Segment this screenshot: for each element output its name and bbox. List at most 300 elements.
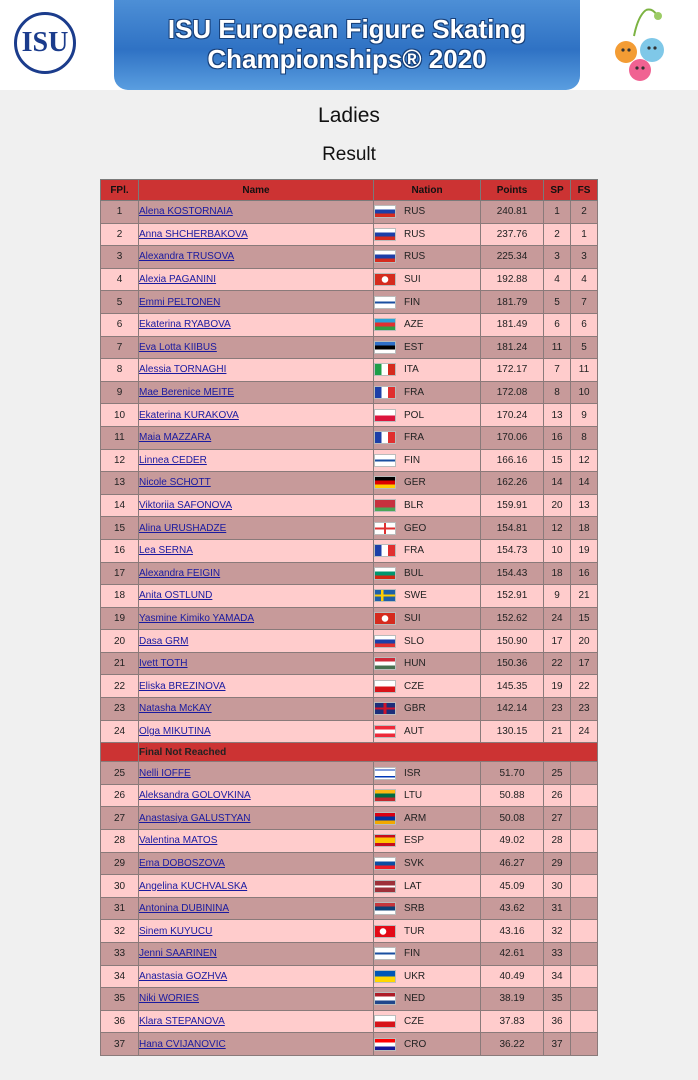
points-cell: 152.62: [481, 607, 544, 630]
table-row: [101, 720, 598, 743]
table-header-row: [101, 180, 598, 201]
name-cell: [139, 630, 374, 653]
fpl-cell: 25: [101, 762, 139, 785]
nation-code: LAT: [404, 880, 422, 892]
sp-cell: 25: [544, 762, 571, 785]
name-cell: [139, 539, 374, 562]
points-cell: 225.34: [481, 246, 544, 269]
fs-cell: 24: [571, 720, 598, 743]
points-cell: 172.08: [481, 381, 544, 404]
points-cell: 150.90: [481, 630, 544, 653]
fs-cell: 6: [571, 313, 598, 336]
flag-icon: [374, 454, 396, 467]
flag-icon: [374, 409, 396, 422]
points-cell: 145.35: [481, 675, 544, 698]
nation-cell: [374, 494, 481, 517]
flag-icon: [374, 992, 396, 1005]
fs-cell: 18: [571, 517, 598, 540]
table-row: [101, 426, 598, 449]
skater-name-link[interactable]: Viktoriia SAFONOVA: [139, 500, 232, 512]
fpl-cell: 20: [101, 630, 139, 653]
sp-cell: 31: [544, 897, 571, 920]
fs-cell: [571, 830, 598, 853]
fs-cell: 8: [571, 426, 598, 449]
sp-cell: 12: [544, 517, 571, 540]
skater-name-link[interactable]: Mae Berenice MEITE: [139, 387, 235, 399]
flag-icon: [374, 635, 396, 648]
skater-name-link[interactable]: Klara STEPANOVA: [139, 1016, 225, 1028]
skater-name-link[interactable]: Ema DOBOSZOVA: [139, 857, 225, 869]
name-cell: [139, 607, 374, 630]
flag-icon: [374, 1038, 396, 1051]
nation-cell: [374, 1010, 481, 1033]
name-cell: [139, 784, 374, 807]
sp-cell: 30: [544, 875, 571, 898]
nation-code: SWE: [404, 590, 427, 602]
skater-name-link[interactable]: Nicole SCHOTT: [139, 477, 211, 489]
fs-cell: [571, 965, 598, 988]
name-cell: [139, 675, 374, 698]
table-row: [101, 585, 598, 608]
nation-cell: [374, 517, 481, 540]
flag-icon: [374, 612, 396, 625]
skater-name-link[interactable]: Antonina DUBININA: [139, 903, 230, 915]
sp-cell: 34: [544, 965, 571, 988]
sp-cell: 19: [544, 675, 571, 698]
flag-icon: [374, 522, 396, 535]
nation-code: NED: [404, 993, 426, 1005]
points-cell: 51.70: [481, 762, 544, 785]
nation-cell: [374, 313, 481, 336]
nation-code: SLO: [404, 635, 425, 647]
nation-code: UKR: [404, 971, 426, 983]
fpl-cell: 24: [101, 720, 139, 743]
skater-name-link[interactable]: Anastasia GOZHVA: [139, 970, 228, 982]
table-row: [101, 652, 598, 675]
skater-name-link[interactable]: Eliska BREZINOVA: [139, 680, 226, 692]
fs-cell: 16: [571, 562, 598, 585]
skater-name-link[interactable]: Yasmine Kimiko YAMADA: [139, 612, 255, 624]
fpl-cell: 30: [101, 875, 139, 898]
skater-name-link[interactable]: Anna SHCHERBAKOVA: [139, 228, 248, 240]
skater-name-link[interactable]: Dasa GRM: [139, 635, 189, 647]
fs-cell: [571, 920, 598, 943]
name-cell: [139, 426, 374, 449]
col-header-fs[interactable]: FS: [571, 180, 598, 201]
points-cell: 166.16: [481, 449, 544, 472]
nation-code: SVK: [404, 858, 425, 870]
flag-icon: [374, 657, 396, 670]
nation-code: FIN: [404, 296, 421, 308]
table-row: [101, 313, 598, 336]
table-row: [101, 539, 598, 562]
table-row: [101, 201, 598, 224]
fs-cell: [571, 1033, 598, 1056]
sp-cell: 3: [544, 246, 571, 269]
fs-cell: [571, 875, 598, 898]
nation-cell: [374, 426, 481, 449]
fs-cell: 23: [571, 698, 598, 721]
sp-cell: 28: [544, 830, 571, 853]
championship-banner: [114, 0, 580, 90]
nation-code: CZE: [404, 1016, 424, 1028]
fpl-cell: 15: [101, 517, 139, 540]
table-row: [101, 675, 598, 698]
flag-icon: [374, 812, 396, 825]
flag-icon: [374, 544, 396, 557]
name-cell: [139, 381, 374, 404]
flag-icon: [374, 341, 396, 354]
flag-icon: [374, 702, 396, 715]
fpl-cell: 12: [101, 449, 139, 472]
table-row: [101, 449, 598, 472]
sp-cell: 21: [544, 720, 571, 743]
nation-cell: [374, 965, 481, 988]
skater-name-link[interactable]: Ekaterina RYABOVA: [139, 319, 231, 331]
flag-icon: [374, 476, 396, 489]
points-cell: 50.88: [481, 784, 544, 807]
table-row: [101, 517, 598, 540]
table-row: [101, 359, 598, 382]
skater-name-link[interactable]: Anita OSTLUND: [139, 590, 213, 602]
skater-name-link[interactable]: Hana CVIJANOVIC: [139, 1038, 226, 1050]
section-row-final-not-reached: [101, 743, 598, 762]
skater-name-link[interactable]: Natasha McKAY: [139, 703, 212, 715]
points-cell: 159.91: [481, 494, 544, 517]
name-cell: [139, 988, 374, 1011]
sp-cell: 15: [544, 449, 571, 472]
points-cell: 37.83: [481, 1010, 544, 1033]
nation-cell: [374, 784, 481, 807]
nation-code: ITA: [404, 364, 419, 376]
name-cell: [139, 291, 374, 314]
table-row: [101, 246, 598, 269]
sp-cell: 11: [544, 336, 571, 359]
table-row: [101, 630, 598, 653]
name-cell: [139, 943, 374, 966]
fpl-cell: 28: [101, 830, 139, 853]
fpl-cell: 29: [101, 852, 139, 875]
sp-cell: 5: [544, 291, 571, 314]
nation-code: EST: [404, 342, 424, 353]
skater-name-link[interactable]: Angelina KUCHVALSKA: [139, 880, 248, 892]
skater-name-link[interactable]: Lea SERNA: [139, 545, 193, 557]
flag-icon: [374, 318, 396, 331]
points-cell: 46.27: [481, 852, 544, 875]
points-cell: 181.79: [481, 291, 544, 314]
table-row: [101, 381, 598, 404]
name-cell: [139, 336, 374, 359]
sp-cell: 20: [544, 494, 571, 517]
table-row: [101, 965, 598, 988]
nation-cell: [374, 762, 481, 785]
banner-title-line2: Championships® 2020: [207, 44, 487, 74]
flag-icon: [374, 880, 396, 893]
sp-cell: 37: [544, 1033, 571, 1056]
col-header-nation[interactable]: Nation: [374, 180, 481, 201]
skater-name-link[interactable]: Nelli IOFFE: [139, 767, 191, 779]
nation-code: BUL: [404, 567, 424, 579]
skater-name-link[interactable]: Alessia TORNAGHI: [139, 364, 227, 376]
name-cell: [139, 517, 374, 540]
skater-name-link[interactable]: Eva Lotta KIIBUS: [139, 341, 217, 353]
fpl-cell: 35: [101, 988, 139, 1011]
skater-name-link[interactable]: Alexandra TRUSOVA: [139, 251, 235, 263]
nation-cell: [374, 268, 481, 291]
nation-cell: [374, 988, 481, 1011]
banner-title-line1: ISU European Figure Skating: [167, 14, 527, 44]
nation-code: AZE: [404, 319, 424, 331]
name-cell: [139, 359, 374, 382]
isu-logo[interactable]: [14, 12, 76, 74]
fs-cell: 5: [571, 336, 598, 359]
nation-cell: [374, 472, 481, 495]
nation-code: GBR: [404, 703, 426, 715]
nation-code: FRA: [404, 432, 424, 444]
points-cell: 130.15: [481, 720, 544, 743]
table-row: [101, 988, 598, 1011]
flag-icon: [374, 789, 396, 802]
nation-code: FIN: [404, 948, 421, 960]
points-cell: 42.61: [481, 943, 544, 966]
table-row: [101, 291, 598, 314]
skater-name-link[interactable]: Ivett TOTH: [139, 658, 188, 670]
nation-cell: [374, 920, 481, 943]
skater-name-link[interactable]: Olga MIKUTINA: [139, 725, 211, 737]
fs-cell: 7: [571, 291, 598, 314]
flag-icon: [374, 386, 396, 399]
fs-cell: [571, 852, 598, 875]
nation-cell: [374, 630, 481, 653]
name-cell: [139, 404, 374, 427]
name-cell: [139, 1010, 374, 1033]
skater-name-link[interactable]: Alexia PAGANINI: [139, 274, 217, 286]
points-cell: 154.81: [481, 517, 544, 540]
sp-cell: 24: [544, 607, 571, 630]
table-row: [101, 943, 598, 966]
nation-cell: [374, 807, 481, 830]
fs-cell: [571, 943, 598, 966]
name-cell: [139, 562, 374, 585]
sp-cell: 9: [544, 585, 571, 608]
skater-name-link[interactable]: Jenni SAARINEN: [139, 948, 217, 960]
fs-cell: 2: [571, 201, 598, 224]
category-title: Ladies: [318, 104, 380, 127]
nation-code: SUI: [404, 613, 421, 625]
name-cell: [139, 246, 374, 269]
points-cell: 38.19: [481, 988, 544, 1011]
skater-name-link[interactable]: Anastasiya GALUSTYAN: [139, 812, 251, 824]
fpl-cell: 31: [101, 897, 139, 920]
nation-code: TUR: [404, 925, 425, 937]
mascot-logo: [612, 6, 672, 84]
points-cell: 192.88: [481, 268, 544, 291]
page-header: [0, 0, 698, 90]
fpl-cell: 32: [101, 920, 139, 943]
flag-icon: [374, 363, 396, 376]
nation-code: LTU: [404, 790, 423, 802]
nation-code: CZE: [404, 680, 424, 692]
nation-cell: [374, 201, 481, 224]
nation-cell: [374, 562, 481, 585]
name-cell: [139, 897, 374, 920]
fpl-cell: 5: [101, 291, 139, 314]
table-row: [101, 897, 598, 920]
nation-cell: [374, 652, 481, 675]
skater-name-link[interactable]: Linnea CEDER: [139, 454, 207, 466]
table-row: [101, 404, 598, 427]
skater-name-link[interactable]: Maia MAZZARA: [139, 432, 212, 444]
fpl-cell: 4: [101, 268, 139, 291]
fs-cell: [571, 988, 598, 1011]
name-cell: [139, 652, 374, 675]
nation-cell: [374, 223, 481, 246]
fs-cell: 21: [571, 585, 598, 608]
flag-icon: [374, 925, 396, 938]
sp-cell: 2: [544, 223, 571, 246]
sp-cell: 23: [544, 698, 571, 721]
nation-code: BLR: [404, 500, 424, 512]
table-row: [101, 875, 598, 898]
nation-cell: [374, 698, 481, 721]
skater-name-link[interactable]: Ekaterina KURAKOVA: [139, 409, 239, 421]
fpl-cell: 19: [101, 607, 139, 630]
fpl-cell: 16: [101, 539, 139, 562]
skater-name-link[interactable]: Sinem KUYUCU: [139, 925, 213, 937]
skater-name-link[interactable]: Alina URUSHADZE: [139, 522, 227, 534]
flag-icon: [374, 834, 396, 847]
skater-name-link[interactable]: Valentina MATOS: [139, 835, 218, 847]
sp-cell: 32: [544, 920, 571, 943]
nation-code: RUS: [404, 206, 426, 218]
points-cell: 43.62: [481, 897, 544, 920]
fpl-cell: 8: [101, 359, 139, 382]
skater-name-link[interactable]: Emmi PELTONEN: [139, 296, 221, 308]
table-row: [101, 784, 598, 807]
flag-icon: [374, 499, 396, 512]
sp-cell: 13: [544, 404, 571, 427]
banner-title: [114, 14, 580, 74]
fpl-cell: 1: [101, 201, 139, 224]
table-row: [101, 562, 598, 585]
name-cell: [139, 965, 374, 988]
flag-icon: [374, 857, 396, 870]
table-row: [101, 698, 598, 721]
fs-cell: 9: [571, 404, 598, 427]
name-cell: [139, 494, 374, 517]
name-cell: [139, 201, 374, 224]
nation-cell: [374, 675, 481, 698]
col-header-sp[interactable]: SP: [544, 180, 571, 201]
nation-cell: [374, 875, 481, 898]
skater-name-link[interactable]: Niki WORIES: [139, 993, 199, 1005]
name-cell: [139, 585, 374, 608]
flag-icon: [374, 725, 396, 738]
nation-cell: [374, 381, 481, 404]
skater-name-link[interactable]: Aleksandra GOLOVKINA: [139, 790, 251, 802]
nation-code: RUS: [404, 251, 426, 263]
fpl-cell: 13: [101, 472, 139, 495]
fpl-cell: 3: [101, 246, 139, 269]
nation-code: ISR: [404, 767, 421, 779]
nation-cell: [374, 607, 481, 630]
fs-cell: 1: [571, 223, 598, 246]
name-cell: [139, 268, 374, 291]
points-cell: 49.02: [481, 830, 544, 853]
table-row: [101, 762, 598, 785]
nation-code: RUS: [404, 229, 426, 241]
flag-icon: [374, 205, 396, 218]
logo-text: ISU: [21, 27, 69, 58]
sp-cell: 7: [544, 359, 571, 382]
flag-icon: [374, 947, 396, 960]
name-cell: [139, 720, 374, 743]
sp-cell: 33: [544, 943, 571, 966]
table-row: [101, 472, 598, 495]
name-cell: [139, 449, 374, 472]
fs-cell: 17: [571, 652, 598, 675]
fs-cell: [571, 762, 598, 785]
nation-code: FRA: [404, 387, 424, 399]
table-row: [101, 920, 598, 943]
col-header-name[interactable]: Name: [139, 180, 374, 201]
fs-cell: 13: [571, 494, 598, 517]
fpl-cell: 34: [101, 965, 139, 988]
flag-icon: [374, 228, 396, 241]
sp-cell: 35: [544, 988, 571, 1011]
skater-name-link[interactable]: Alexandra FEIGIN: [139, 567, 221, 579]
col-header-fpl[interactable]: FPl.: [101, 180, 139, 201]
sp-cell: 14: [544, 472, 571, 495]
name-cell: [139, 698, 374, 721]
points-cell: 142.14: [481, 698, 544, 721]
table-row: [101, 494, 598, 517]
fs-cell: 10: [571, 381, 598, 404]
fpl-cell: 27: [101, 807, 139, 830]
fs-cell: [571, 1010, 598, 1033]
name-cell: [139, 313, 374, 336]
skater-name-link[interactable]: Alena KOSTORNAIA: [139, 206, 233, 218]
name-cell: [139, 472, 374, 495]
fpl-cell: 10: [101, 404, 139, 427]
fpl-cell: 33: [101, 943, 139, 966]
nation-code: AUT: [404, 726, 424, 738]
flag-icon: [374, 1015, 396, 1028]
points-cell: 154.73: [481, 539, 544, 562]
table-row: [101, 268, 598, 291]
name-cell: [139, 875, 374, 898]
fs-cell: [571, 897, 598, 920]
table-row: [101, 223, 598, 246]
sp-cell: 27: [544, 807, 571, 830]
fpl-cell: 17: [101, 562, 139, 585]
name-cell: [139, 223, 374, 246]
sp-cell: 29: [544, 852, 571, 875]
name-cell: [139, 830, 374, 853]
section-spacer: [101, 743, 139, 762]
fs-cell: 11: [571, 359, 598, 382]
sp-cell: 6: [544, 313, 571, 336]
nation-code: ARM: [404, 812, 427, 824]
sp-cell: 18: [544, 562, 571, 585]
flag-icon: [374, 296, 396, 309]
sp-cell: 16: [544, 426, 571, 449]
nation-code: POL: [404, 409, 425, 421]
fpl-cell: 37: [101, 1033, 139, 1056]
nation-cell: [374, 720, 481, 743]
flag-icon: [374, 902, 396, 915]
col-header-points[interactable]: Points: [481, 180, 544, 201]
